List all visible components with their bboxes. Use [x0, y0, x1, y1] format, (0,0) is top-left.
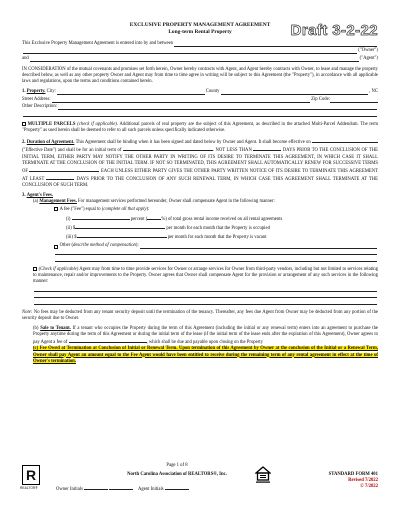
multiple-parcels-heading: MULTIPLE PARCELS: [27, 122, 76, 128]
duration-text-2: ("Effective Date") and shall be for an initial term of: [22, 148, 122, 154]
occupied-fee-field[interactable]: [75, 224, 165, 229]
sale-to-tenant-paragraph: [33, 326, 378, 346]
services-paren: (Check if applicable): [38, 267, 79, 273]
agent-initials-label: Agent Initials: [137, 487, 164, 492]
fee-option-i-a: percent (: [130, 216, 148, 222]
fee-option-iii-text: per month for each month that the Property is vacant: [167, 235, 267, 241]
street-label: Street Address:: [22, 96, 51, 102]
renewal-notice-days-field[interactable]: [46, 175, 74, 180]
property-section: [22, 89, 378, 117]
zip-field[interactable]: [330, 98, 378, 103]
duration-heading: Duration of Agreement.: [26, 140, 75, 146]
footer: [22, 463, 378, 508]
agreement-subtitle: Long-term Rental Property: [168, 28, 232, 35]
renewal-term-field[interactable]: [29, 167, 99, 172]
form-number: STANDARD FORM 401: [328, 472, 378, 477]
initial-term-field[interactable]: [123, 146, 213, 151]
other-compensation-field-2[interactable]: [55, 250, 377, 255]
property-heading: Property.: [26, 89, 46, 95]
sale-text-end: , which shall be due and payable upon closing on the Property: [146, 340, 263, 346]
copyright: © 7/2022: [360, 484, 378, 490]
termination-fee-paragraph: [33, 346, 378, 364]
fee-option-end: ):: [146, 207, 150, 213]
note-text: No fees may be deducted from any tenant security deposit until the termination of the tenancy. Thereafter, any fees due Agent from Owner may be deducted from any portion of the security deposit due to Owner.: [22, 309, 379, 321]
duration-number: 2.: [22, 140, 26, 146]
duration-text-6: DAYS PRIOR TO THE CONCLUSION OF ANY SUCH RENEWAL TERM, IN WHICH CASE THIS AGREEMENT SHALL TERMINATE AT THE CONCLUSION OF SUCH TERM.: [22, 176, 379, 188]
agreement-title: EXCLUSIVE PROPERTY MANAGEMENT AGREEMENT: [129, 22, 271, 28]
city-field[interactable]: [57, 90, 205, 95]
services-checkbox[interactable]: [33, 267, 37, 271]
other-compensation-checkbox[interactable]: [54, 245, 58, 249]
state-label: , NC: [369, 89, 378, 95]
multiple-parcels-paren: (check if applicable).: [77, 122, 119, 128]
and-label: and: [22, 55, 29, 61]
intro-section: [22, 41, 378, 62]
agent-label: ("Agent"): [359, 55, 378, 61]
owner-name-field[interactable]: [174, 42, 377, 47]
duration-text-3: . NOT LESS THAN: [212, 148, 252, 154]
note-paragraph: [22, 310, 378, 322]
percent-value-field[interactable]: [147, 215, 161, 220]
services-compensation-field-3[interactable]: [34, 300, 377, 305]
management-fees-label: (a): [33, 199, 39, 205]
draft-watermark: Draft 3-2-22: [290, 22, 378, 39]
fees-section: [22, 193, 378, 305]
intro-lead: This Exclusive Property Management Agreement is entered into by and between: [22, 40, 173, 46]
note-label: Note:: [22, 309, 33, 315]
owner-initials-field-2[interactable]: [109, 485, 133, 490]
realtor-logo-letter: R: [26, 467, 37, 483]
vacant-fee-field[interactable]: [77, 233, 167, 238]
form-info: [329, 472, 378, 490]
termination-fee-highlight: (c) Fee Owed at Termination at Conclusion of Initial or Renewal Term. Upon termination of this Agreement by Owner at the conclusion of the Initial or a Renewal Term, Owner shall pay Agent an amount equal to the Fee Agent would have been entitled to receive during the remaining term of any rental agreement in effect at the time of Owner's termination.: [33, 346, 378, 364]
county-label: County: [205, 89, 220, 95]
county-field[interactable]: [221, 90, 369, 95]
fee-option-iii-label: (iii) $: [66, 235, 77, 241]
zip-label: Zip Code:: [311, 96, 330, 102]
multiple-parcels-paragraph: [22, 122, 378, 134]
fee-option-ii-label: (ii) $: [66, 226, 76, 232]
duration-text-4: DAYS PRIOR TO THE CONCLUSION OF THE INITIAL TERM, EITHER PARTY MAY NOTIFY THE OTHER PARTY IN WRITING OF ITS DESIRE TO TERMINATE THIS AGREEMENT, IN WHICH CASE IT SHALL TERMINATE AT THE CONCLUSION OF THE INITIAL TERM. IF NOT SO TERMINATED, THIS AGREEMENT SHALL AUTOMATICALLY RENEW FOR SUCCESSIVE TERMS OF: [22, 148, 379, 174]
other-description-field-2[interactable]: [23, 112, 377, 117]
fee-option-i-label: (i): [66, 216, 71, 222]
services-text: Agent may from time to time provide services for Owner or arrange services for Owner from third-party vendors, including but not limited to services relating to maintenance, repair and/or improvements to the Property. Owner agrees that Owner shall compensate Agent for the provision or arrangement of any such services in the following manner:: [33, 267, 378, 285]
notice-days-field[interactable]: [253, 146, 281, 151]
owner-label: ("Owner"): [358, 48, 378, 54]
association-name: North Carolina Association of REALTORS®, Inc.: [127, 472, 227, 477]
fee-option-ii-text: per month for each month that the Property is occupied: [166, 226, 270, 232]
other-compensation-end: ):: [135, 242, 139, 248]
other-compensation-label: Other (: [59, 242, 73, 248]
agent-name-field[interactable]: [30, 57, 359, 62]
document-page: [22, 22, 378, 369]
duration-paragraph: [22, 138, 378, 189]
street-field[interactable]: [52, 98, 311, 103]
revised-date: Revised 7/2022: [348, 478, 378, 484]
fee-option-italic: complete all that apply: [103, 207, 147, 213]
multiple-parcels-checkbox[interactable]: [22, 122, 26, 126]
sale-label: (b): [33, 326, 39, 332]
sale-fee-field[interactable]: [69, 338, 147, 343]
sale-text: If a tenant who occupies the Property during the term of this Agreement (including the initial or any renewal term) enters into an agreement to purchase the Property anytime during the term of this Agreement or during the initial term of the lease (if the initial term of the lease ends after the expiration of this Agreement), Owner agrees to pay Agent a fee of: [33, 326, 378, 346]
fee-option-label: A fee ("Fee") equal to (: [59, 207, 104, 213]
owner-name-field-2[interactable]: [23, 49, 357, 54]
realtor-label: REALTOR®: [20, 486, 38, 490]
owner-initials-field-1[interactable]: [84, 485, 108, 490]
percent-field[interactable]: [72, 215, 130, 220]
fees-number: 3.: [22, 193, 26, 199]
other-compensation-field[interactable]: [140, 244, 377, 249]
management-fees-text: For management services performed hereunder, Owner shall compensate Agent in the following manner:: [78, 199, 275, 205]
consideration-paragraph: IN CONSIDERATION of the mutual covenants and promises set forth herein, Owner hereby contracts with Agent, and Agent hereby contracts with Owner, to lease and manage the property described below, as well as any other property Owner and Agent may from time to time agree in writing will be subject to this Agreement (the "Property"), in accordance with all applicable laws and regulations, upon the terms and conditions contained herein.: [22, 66, 378, 85]
fees-heading: Agent's Fees.: [26, 193, 53, 199]
effective-date-field[interactable]: [312, 138, 378, 143]
other-description-label: Other Description:: [22, 104, 58, 110]
fee-option-i-b: %) of total gross rental income received on all rental agreements: [161, 216, 283, 222]
equal-housing-icon: [255, 466, 271, 484]
sale-heading: Sale to Tenant.: [40, 326, 71, 332]
other-compensation-field-3[interactable]: [55, 257, 377, 262]
multiple-parcels-text: Additional parcels of real property are the subject of this Agreement, as described in the attached Multi-Parcel Addendum. The term "Property" as used herein shall be deemed to refer to all such parcels unless specifically indicated otherwise.: [22, 122, 378, 134]
realtor-logo: [22, 465, 40, 485]
property-number: 1.: [22, 89, 26, 95]
management-fees-heading: Management Fees.: [39, 199, 77, 205]
fee-option-checkbox[interactable]: [54, 207, 58, 211]
agent-initials-field[interactable]: [165, 485, 189, 490]
other-description-field[interactable]: [58, 105, 377, 110]
page-number: Page 1 of 8: [166, 463, 188, 468]
owner-initials-label: Owner Initials: [56, 487, 83, 492]
services-compensation-field[interactable]: [34, 287, 377, 292]
other-compensation-italic: describe method of compensation: [73, 242, 136, 248]
services-compensation-field-2[interactable]: [34, 293, 377, 298]
duration-text-5: EACH UNLESS EITHER PARTY GIVES THE OTHER PARTY WRITTEN NOTICE OF ITS DESIRE TO TERMINATE THIS AGREEMENT AT LEAST: [22, 168, 379, 182]
initials-row: [56, 485, 189, 493]
city-label: City:: [46, 89, 57, 95]
duration-text-1: This Agreement shall be binding when it has been signed and dated below by Owner and Agent. It shall become effective on: [75, 140, 311, 146]
